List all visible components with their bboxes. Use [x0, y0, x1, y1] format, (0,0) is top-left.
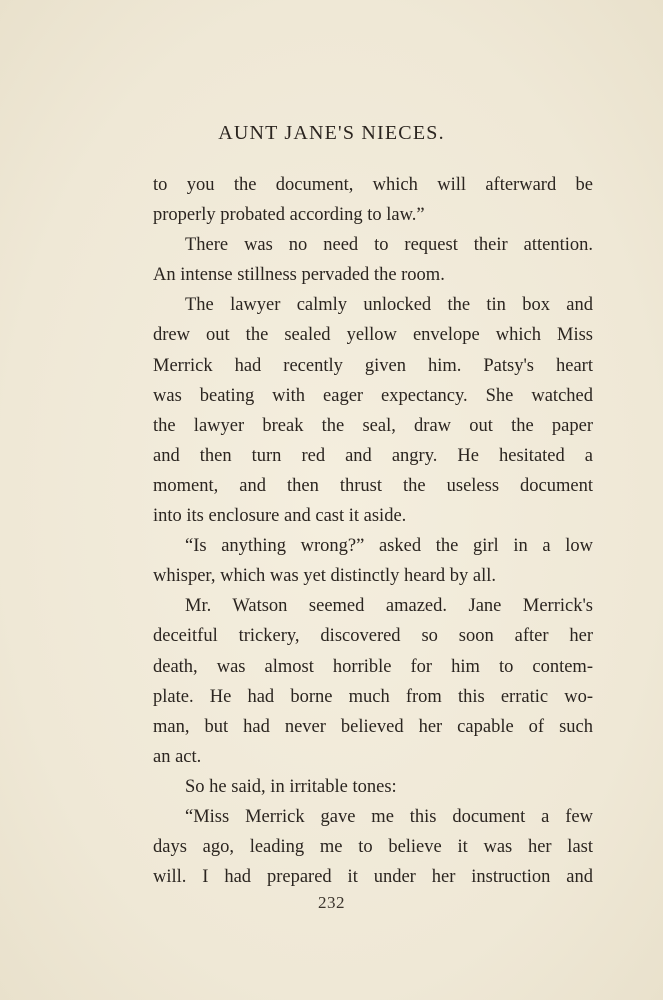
body-text: [153, 170, 593, 892]
text-line: Merrick had recently given him. Patsy's heart: [153, 355, 593, 376]
page-number: 232: [318, 893, 345, 912]
text-line: plate. He had borne much from this erratic wo-: [153, 686, 593, 707]
text-line: the lawyer break the seal, draw out the paper: [153, 415, 593, 436]
text-line: death, was almost horrible for him to contem-: [153, 656, 593, 677]
text-line: whisper, which was yet distinctly heard by all.: [153, 566, 496, 587]
text-line: into its enclosure and cast it aside.: [153, 506, 407, 527]
text-line: There was no need to request their attention.: [185, 235, 593, 256]
text-line: “Miss Merrick gave me this document a few: [185, 806, 593, 827]
text-line: So he said, in irritable tones:: [185, 776, 397, 797]
text-line: An intense stillness pervaded the room.: [153, 265, 445, 286]
text-line: and then turn red and angry. He hesitated a: [153, 445, 593, 466]
text-line: drew out the sealed yellow envelope which Miss: [153, 325, 593, 346]
text-line: to you the document, which will afterward be: [153, 175, 593, 195]
text-line: deceitful trickery, discovered so soon after her: [153, 626, 593, 647]
text-line: an act.: [153, 746, 202, 767]
text-line: “Is anything wrong?” asked the girl in a low: [185, 536, 593, 557]
text-line: Mr. Watson seemed amazed. Jane Merrick's: [185, 596, 593, 617]
running-head: AUNT JANE'S NIECES.: [218, 122, 445, 144]
text-line: days ago, leading me to believe it was her last: [153, 837, 593, 858]
text-line: properly probated according to law.”: [153, 205, 425, 226]
text-line: The lawyer calmly unlocked the tin box and: [185, 295, 593, 316]
text-line: will. I had prepared it under her instruction and: [153, 867, 593, 888]
text-line: moment, and then thrust the useless document: [153, 475, 593, 496]
text-line: man, but had never believed her capable of such: [153, 716, 593, 737]
text-line: was beating with eager expectancy. She watched: [153, 385, 593, 406]
